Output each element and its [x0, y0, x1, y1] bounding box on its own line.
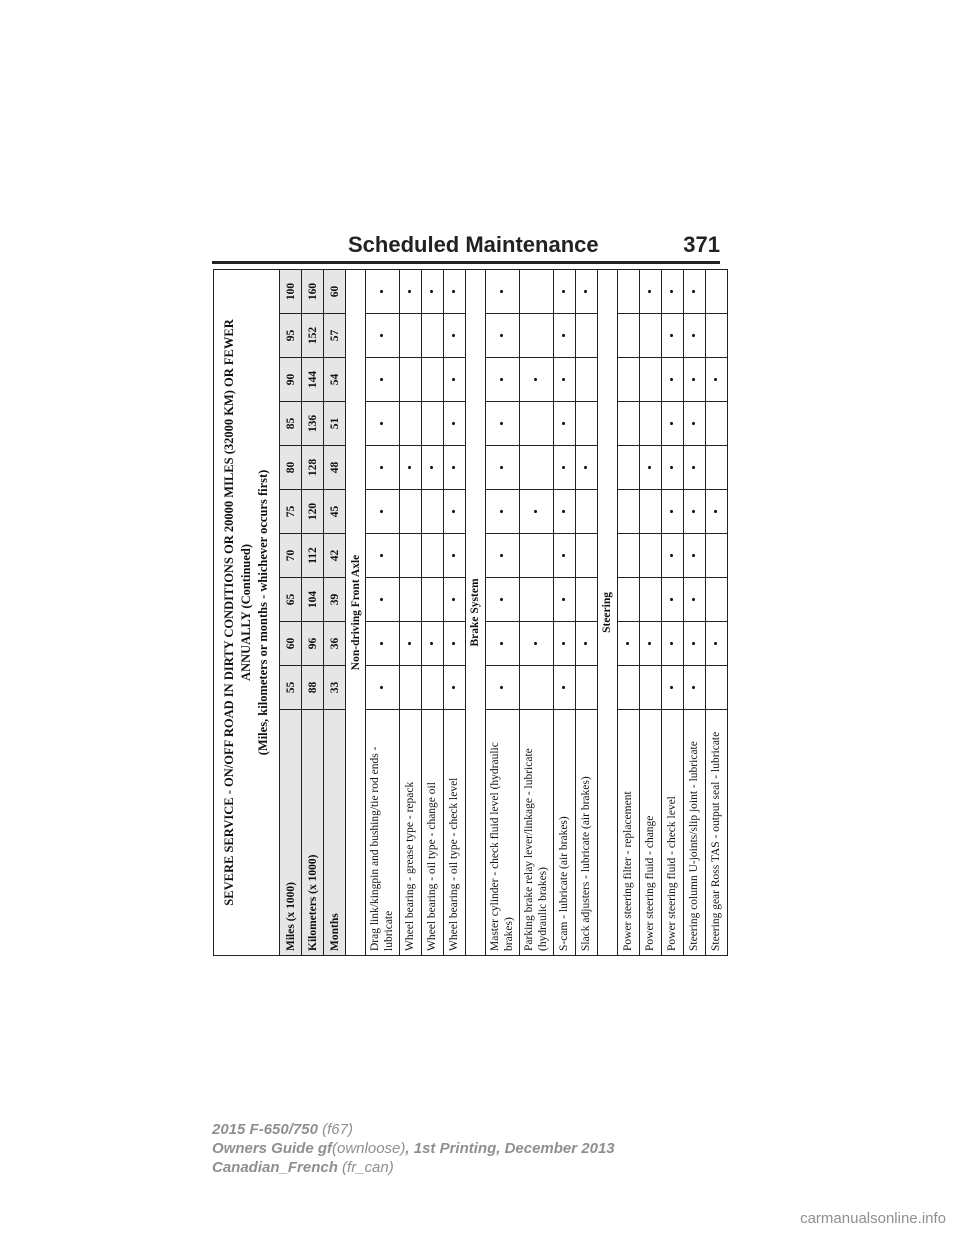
service-mark [575, 358, 597, 402]
service-mark [639, 314, 661, 358]
service-mark: • [366, 534, 400, 578]
interval-value: 100 [280, 269, 302, 313]
interval-value: 128 [302, 446, 324, 490]
maintenance-item-label: Drag link/kingpin and bushing/tie rod ends - lubricate [366, 710, 400, 956]
service-mark [421, 578, 443, 622]
service-mark [519, 534, 553, 578]
section-title: Scheduled Maintenance [348, 232, 599, 257]
service-mark [421, 534, 443, 578]
service-mark [639, 358, 661, 402]
interval-label: Miles (x 1000) [280, 710, 302, 956]
table-row [366, 269, 400, 955]
interval-value: 96 [302, 622, 324, 666]
service-mark [575, 314, 597, 358]
service-mark [421, 666, 443, 710]
service-mark: • [485, 269, 519, 313]
service-mark: • [443, 402, 465, 446]
service-mark: • [683, 578, 705, 622]
service-mark: • [553, 622, 575, 666]
section-header-row [597, 269, 617, 955]
table-row [399, 269, 421, 955]
service-mark: • [553, 578, 575, 622]
service-mark: • [553, 490, 575, 534]
interval-row [302, 269, 324, 955]
service-mark: • [683, 622, 705, 666]
table-row [519, 269, 553, 955]
service-mark: • [705, 490, 727, 534]
service-mark: • [485, 666, 519, 710]
service-mark: • [443, 358, 465, 402]
table-row [705, 269, 727, 955]
maintenance-item-label: Slack adjusters - lubricate (air brakes) [575, 710, 597, 956]
service-mark [639, 402, 661, 446]
service-mark: • [443, 666, 465, 710]
table-row [485, 269, 519, 955]
service-mark: • [553, 314, 575, 358]
interval-value: 48 [324, 446, 346, 490]
service-mark: • [485, 314, 519, 358]
maintenance-item-label: Power steering fluid - check level [661, 710, 683, 956]
service-mark [639, 666, 661, 710]
service-mark: • [661, 490, 683, 534]
interval-value: 57 [324, 314, 346, 358]
service-mark: • [366, 358, 400, 402]
service-mark: • [553, 446, 575, 490]
interval-value: 33 [324, 666, 346, 710]
service-mark [575, 490, 597, 534]
service-mark: • [553, 402, 575, 446]
service-mark [617, 446, 639, 490]
service-mark [421, 402, 443, 446]
footer-language-code: (fr_can) [342, 1159, 394, 1176]
footer-guide: Owners Guide gf [212, 1140, 333, 1157]
table-title-line: ANNUALLY (Continued) [239, 543, 254, 681]
maintenance-item-label: Power steering fluid - change [639, 710, 661, 956]
service-mark [399, 578, 421, 622]
interval-value: 65 [280, 578, 302, 622]
section-header: Brake System [465, 269, 485, 955]
service-mark [617, 269, 639, 313]
service-mark: • [617, 622, 639, 666]
footer-line-guide [212, 1139, 615, 1158]
service-mark [617, 358, 639, 402]
service-mark: • [443, 269, 465, 313]
service-mark: • [553, 269, 575, 313]
maintenance-item-label: Master cylinder - check fluid level (hydraulic brakes) [485, 710, 519, 956]
interval-label: Kilometers (x 1000) [302, 710, 324, 956]
service-mark [575, 534, 597, 578]
service-mark: • [575, 446, 597, 490]
service-mark: • [443, 622, 465, 666]
service-mark [639, 534, 661, 578]
service-mark: • [485, 622, 519, 666]
service-mark [705, 269, 727, 313]
interval-value: 51 [324, 402, 346, 446]
interval-value: 45 [324, 490, 346, 534]
service-mark: • [519, 490, 553, 534]
service-mark [617, 314, 639, 358]
service-mark: • [661, 534, 683, 578]
interval-value: 60 [324, 269, 346, 313]
service-mark: • [366, 314, 400, 358]
service-mark: • [683, 490, 705, 534]
interval-value: 95 [280, 314, 302, 358]
service-mark: • [485, 358, 519, 402]
table-title-line: SEVERE SERVICE - ON/OFF ROAD IN DIRTY CONDITIONS OR 20000 MILES (32000 KM) OR FEWER [222, 319, 237, 906]
table-title-line: (Miles, kilometers or months - whichever occurs first) [255, 469, 270, 756]
footer-line-language [212, 1158, 615, 1177]
interval-row [324, 269, 346, 955]
table-row [639, 269, 661, 955]
maintenance-item-label: Steering gear Ross TAS - output seal - lubricate [705, 710, 727, 956]
service-mark [617, 666, 639, 710]
maintenance-item-label: Wheel bearing - grease type - repack [399, 710, 421, 956]
interval-value: 70 [280, 534, 302, 578]
table-title [214, 269, 280, 955]
interval-value: 55 [280, 666, 302, 710]
service-mark [617, 534, 639, 578]
maintenance-item-label: Steering column U-joints/slip joint - lubricate [683, 710, 705, 956]
service-mark: • [366, 578, 400, 622]
footer-line-model [212, 1120, 615, 1139]
interval-value: 120 [302, 490, 324, 534]
service-mark: • [366, 446, 400, 490]
service-mark [399, 358, 421, 402]
service-mark: • [421, 446, 443, 490]
service-mark [421, 314, 443, 358]
header-rule [212, 261, 720, 264]
service-mark: • [661, 622, 683, 666]
interval-label: Months [324, 710, 346, 956]
section-header-row [346, 269, 366, 955]
service-mark: • [661, 314, 683, 358]
service-mark: • [443, 314, 465, 358]
service-mark: • [519, 358, 553, 402]
maintenance-item-label: Power steering filter - replacement [617, 710, 639, 956]
service-mark: • [553, 666, 575, 710]
interval-value: 42 [324, 534, 346, 578]
service-mark [399, 314, 421, 358]
service-mark: • [485, 402, 519, 446]
service-mark [519, 666, 553, 710]
service-mark [399, 402, 421, 446]
service-mark: • [575, 269, 597, 313]
service-mark: • [399, 269, 421, 313]
service-mark: • [443, 534, 465, 578]
maintenance-schedule-table [213, 269, 728, 956]
service-mark: • [705, 622, 727, 666]
footer-language: Canadian_French [212, 1159, 338, 1176]
service-mark [519, 402, 553, 446]
service-mark [421, 358, 443, 402]
interval-value: 85 [280, 402, 302, 446]
interval-row [280, 269, 302, 955]
service-mark: • [683, 314, 705, 358]
service-mark: • [553, 534, 575, 578]
service-mark [639, 490, 661, 534]
interval-value: 152 [302, 314, 324, 358]
service-mark [639, 578, 661, 622]
service-mark: • [575, 622, 597, 666]
footer-guide-type: (ownloose) [332, 1140, 406, 1157]
service-mark: • [366, 622, 400, 666]
service-mark [705, 534, 727, 578]
service-mark: • [421, 622, 443, 666]
service-mark [575, 402, 597, 446]
service-mark [519, 314, 553, 358]
service-mark: • [421, 269, 443, 313]
service-mark: • [399, 622, 421, 666]
page-number: 371 [683, 232, 720, 257]
service-mark [575, 578, 597, 622]
service-mark: • [683, 534, 705, 578]
footer-model: 2015 F-650/750 [212, 1121, 318, 1138]
service-mark [617, 490, 639, 534]
interval-value: 54 [324, 358, 346, 402]
service-mark: • [366, 490, 400, 534]
service-mark: • [519, 622, 553, 666]
page-header [212, 232, 720, 262]
service-mark: • [443, 578, 465, 622]
table-row [553, 269, 575, 955]
maintenance-table-frame [213, 270, 723, 956]
service-mark: • [485, 534, 519, 578]
service-mark: • [399, 446, 421, 490]
service-mark: • [661, 269, 683, 313]
service-mark: • [443, 490, 465, 534]
service-mark: • [639, 622, 661, 666]
table-row [661, 269, 683, 955]
service-mark [421, 490, 443, 534]
service-mark: • [485, 490, 519, 534]
service-mark [399, 490, 421, 534]
service-mark [705, 666, 727, 710]
section-header: Steering [597, 269, 617, 955]
service-mark [519, 446, 553, 490]
service-mark [617, 402, 639, 446]
interval-value: 90 [280, 358, 302, 402]
service-mark: • [661, 666, 683, 710]
interval-value: 104 [302, 578, 324, 622]
service-mark: • [661, 358, 683, 402]
interval-value: 160 [302, 269, 324, 313]
section-header-row [465, 269, 485, 955]
maintenance-item-label: Parking brake relay lever/linkage - lubricate (hydraulic brakes) [519, 710, 553, 956]
table-row [617, 269, 639, 955]
service-mark: • [683, 402, 705, 446]
service-mark: • [683, 666, 705, 710]
service-mark: • [485, 578, 519, 622]
watermark-text: carmanualsonline.info [800, 1210, 946, 1227]
service-mark: • [366, 666, 400, 710]
interval-value: 60 [280, 622, 302, 666]
interval-value: 88 [302, 666, 324, 710]
service-mark [399, 666, 421, 710]
maintenance-item-label: Wheel bearing - oil type - check level [443, 710, 465, 956]
service-mark [519, 578, 553, 622]
maintenance-item-label: Wheel bearing - oil type - change oil [421, 710, 443, 956]
service-mark: • [661, 578, 683, 622]
table-row [443, 269, 465, 955]
service-mark: • [661, 446, 683, 490]
service-mark [519, 269, 553, 313]
footer-model-code: (f67) [322, 1121, 353, 1138]
table-row [421, 269, 443, 955]
service-mark: • [683, 358, 705, 402]
service-mark: • [639, 446, 661, 490]
service-mark [399, 534, 421, 578]
interval-value: 39 [324, 578, 346, 622]
service-mark: • [366, 402, 400, 446]
interval-value: 75 [280, 490, 302, 534]
service-mark [575, 666, 597, 710]
interval-value: 136 [302, 402, 324, 446]
service-mark [705, 402, 727, 446]
interval-value: 144 [302, 358, 324, 402]
footer-printing: , 1st Printing, December 2013 [405, 1140, 615, 1157]
service-mark: • [683, 269, 705, 313]
service-mark [705, 578, 727, 622]
service-mark [617, 578, 639, 622]
service-mark: • [683, 446, 705, 490]
interval-value: 80 [280, 446, 302, 490]
service-mark [705, 446, 727, 490]
maintenance-item-label: S-cam - lubricate (air brakes) [553, 710, 575, 956]
service-mark: • [661, 402, 683, 446]
service-mark: • [705, 358, 727, 402]
table-row [575, 269, 597, 955]
service-mark: • [366, 269, 400, 313]
service-mark: • [485, 446, 519, 490]
service-mark: • [553, 358, 575, 402]
table-row [683, 269, 705, 955]
service-mark: • [639, 269, 661, 313]
interval-value: 112 [302, 534, 324, 578]
service-mark: • [443, 446, 465, 490]
service-mark [705, 314, 727, 358]
interval-value: 36 [324, 622, 346, 666]
print-footer [212, 1120, 615, 1177]
section-header: Non-driving Front Axle [346, 269, 366, 955]
rotated-table-container [213, 270, 723, 956]
